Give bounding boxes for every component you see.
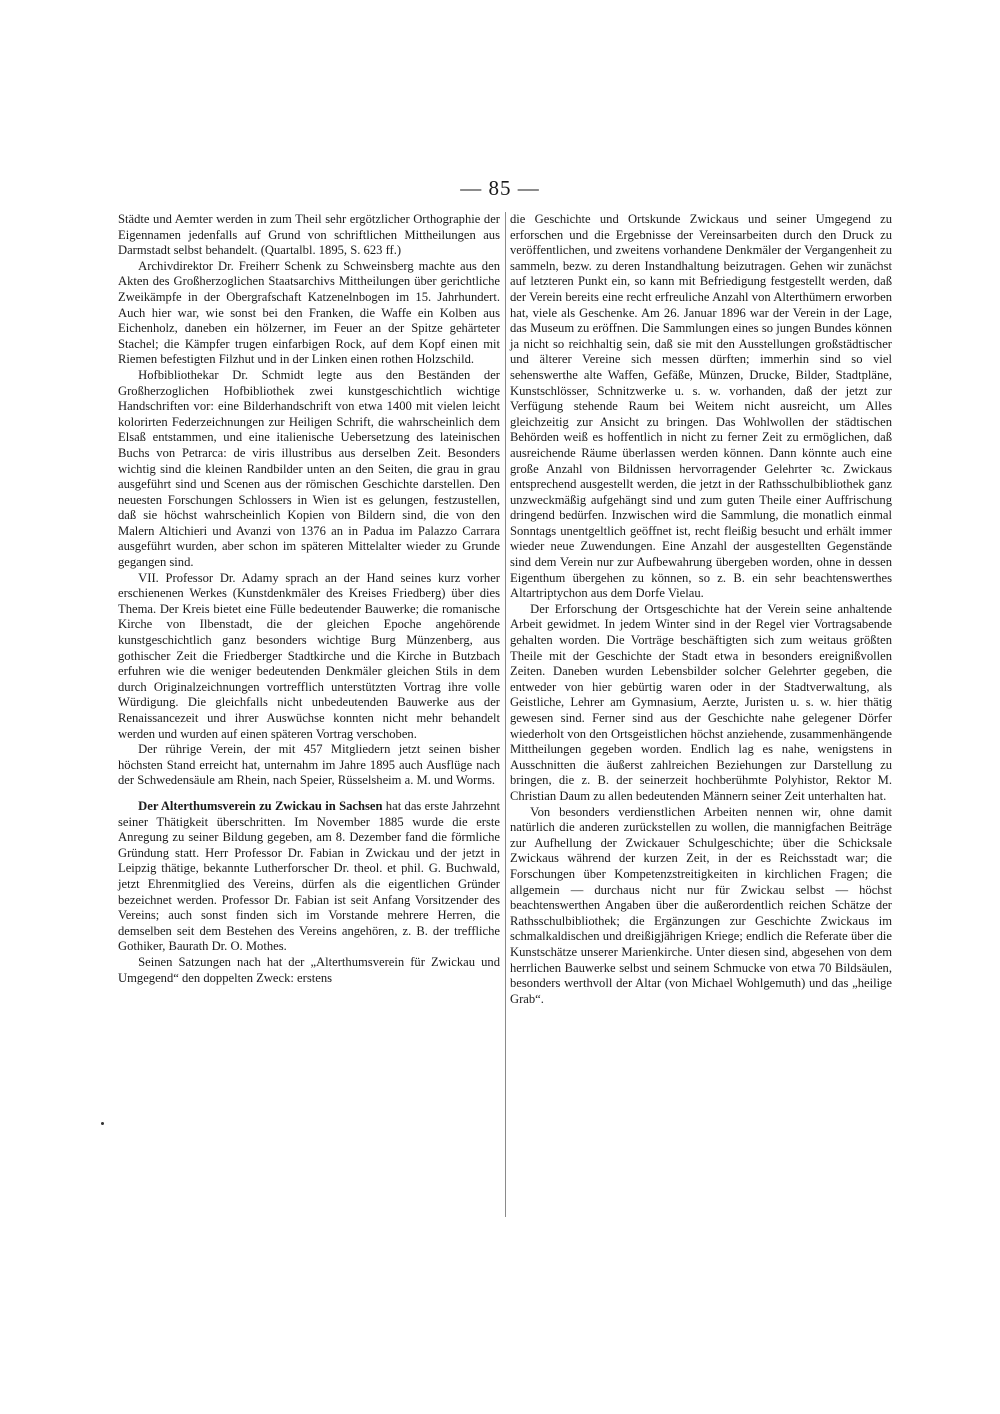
paragraph-left-5: Der rührige Verein, der mit 457 Mitgliedern jetzt seinen bisher höchsten Stand erreicht hat, unternahm im Jahre 1895 auch Ausflüge nach der Schwedensäule am Rhein, nach Speier, Rüsselsheim a. M. und Worms. xyxy=(118,742,500,788)
paragraph-left-1: Städte und Aemter werden in zum Theil sehr ergötzlicher Orthographie der Eigennamen jedenfalls auf Grund von schriftlichen Mittheilungen aus Darmstadt selbst behandelt. (Quartalbl. 1895, S. 623 ff.) xyxy=(118,212,500,258)
paragraph-left-4: VII. Professor Dr. Adamy sprach an der Hand seines kurz vorher erschienenen Werkes (Kunstdenkmäler des Kreises Friedberg) über dies Thema. Der Kreis bietet eine Fülle bedeutender Bauwerke; die romanische Kirche von Ilbenstadt, die der gleichen Epoche angehörende kunstgeschichtlich ganz besonders wichtige Burg Münzenberg, aus gothischer Zeit die Friedberger Stadtkirche und die Kirche in Butzbach erfuhren wie die weniger bedeutenden Denkmäler gleichen Stils in dem durch Originalzeichnungen vortrefflich unterstützten Vortrag ihre volle Würdigung. Die gleichfalls nicht unbedeutenden Bauwerke aus der Renaissancezeit und ihrer Auswüchse konnten nicht mehr behandelt werden und wurden auf einen späteren Vortrag verschoben. xyxy=(118,570,500,741)
section-heading-continuation: hat das erste Jahrzehnt seiner Thätigkeit überschritten. Im November 1885 wurde die erste Anregung zu seiner Bildung gegeben, am 8. Dezember fand die förmliche Gründung statt. Herr Professor Dr. Fabian in Zwickau und der jetzt in Leipzig thätige, bekannte Lutherforscher Dr. theol. et phil. G. Buchwald, jetzt Ehrenmitglied des Vereins, dürfen als die eigentlichen Gründer bezeichnet werden. Professor Dr. Fabian ist seit Anfang Vorsitzender des Vereins; auch sonst finden sich im Vorstande mehrere Herren, die demselben seit dem Bestehen des Vereins angehören, z. B. der treffliche Gothiker, Baurath Dr. O. Mothes. xyxy=(118,798,501,954)
left-column xyxy=(118,212,500,986)
paragraph-right-1: die Geschichte und Ortskunde Zwickaus und seiner Umgegend zu erforschen und die Ergebnisse der Vereinsarbeiten durch den Druck zu veröffentlichen, und zweitens vorhandene Denkmäler der Vergangenheit zu sammeln, bezw. zu deren Instandhaltung beizutragen. Gehen wir zunächst auf letzteren Punkt ein, so kann mit Befriedigung festgestellt werden, daß der Verein bereits eine recht erfreuliche Anzahl von Alterthümern erworben hat, viele als Geschenke. Am 26. Januar 1896 war der Verein in der Lage, das Museum zu eröffnen. Die Sammlungen eines so jungen Bundes können ja nicht so reichhaltig sein, daß sie mit den Ausstellungen großstädtischer und älterer Vereine sich messen dürften; immerhin sind so viel sehenswerthe alte Waffen, Gefäße, Münzen, Drucke, Bilder, Stadtpläne, Kunstschlösser, Schnitzwerke u. s. w. vorhanden, daß der jetzt zur Verfügung stehende Raum bei Weitem nicht ausreicht, um Alles gleichzeitig zur Ansicht zu bringen. Das Wohlwollen der städtischen Behörden weiß es hoffentlich in nicht zu ferner Zeit zu ermöglichen, daß ausreichende Räume überlassen werden können. Dann könnte auch eine große Anzahl von Bildnissen hervorragender Gelehrter ꝛc. Zwickaus entsprechend ausgestellt werden, die jetzt in der Rathsschulbibliothek ganz unzweckmäßig aufgehängt sind und zum guten Theile einer Auffrischung dringend bedürfen. Inzwischen wird die Sammlung, die monatlich einmal Sonntags unentgeltlich geöffnet ist, recht fleißig besucht und erhält immer wieder neue Zuwendungen. Eine Anzahl der ausgestellten Gegenstände sind dem Verein nur zur Aufbewahrung übergeben worden, ohne in dessen Eigenthum übergehen zu können, so z. B. ein sehr beachtenswerthes Altartriptychon aus dem Dorfe Vielau. xyxy=(510,212,892,601)
paragraph-left-2: Archivdirektor Dr. Freiherr Schenk zu Schweinsberg machte aus den Akten des Großherzoglichen Staatsarchivs Mittheilungen über gerichtliche Zweikämpfe in der Obergrafschaft Katzenelnbogen im 15. Jahrhundert. Auch hier war, wie sonst bei den Franken, die Waffe ein Kolben aus Eichenholz, daneben ein hölzerner, im Feuer an der Spitze gehärteter Stachel; die Kämpfer trugen einfarbigen Rock, auf dem Kopf einen mit Riemen befestigten Filzhut und in der Linken einen rothen Holzschild. xyxy=(118,258,500,367)
margin-mark xyxy=(101,1122,104,1125)
paragraph-left-closing: Seinen Satzungen nach hat der „Alterthumsverein für Zwickau und Umgegend“ den doppelten Zweck: erstens xyxy=(118,954,500,985)
section-paragraph-zwickau xyxy=(118,799,500,955)
page-number: — 85 — xyxy=(460,176,540,200)
paragraph-right-2: Der Erforschung der Ortsgeschichte hat der Verein seine anhaltende Arbeit gewidmet. In jedem Winter sind in der Regel vier Vortragsabende gehalten worden. Die Vorträge beschäftigten sich zum weitaus größten Theile mit der Geschichte der Stadt etwa in besonders ereignißvollen Zeiten. Daneben wurden Lebensbilder solcher Gelehrter gegeben, die entweder von hier gebürtig waren oder in der Stadtverwaltung, als Geistliche, Lehrer am Gymnasium, Aerzte, Juristen u. s. w. hier thätig gewesen sind. Ferner sind aus der Geschichte nahe gelegener Dörfer wiederholt von den Ortsgeistlichen höchst anziehende, zusammenhängende Mittheilungen gegeben worden. Endlich lag es nahe, wenigstens in Ausschnitten die äußerst zahlreichen Beziehungen zur Darstellung zu bringen, die z. B. der seinerzeit hochberühmte Polyhistor, Rektor M. Christian Daum zu allen bedeutenden Männern seiner Zeit unterhalten hat. xyxy=(510,601,892,803)
paragraph-left-3: Hofbibliothekar Dr. Schmidt legte aus den Beständen der Großherzoglichen Hofbibliothek zwei kunstgeschichtlich wichtige Handschriften vor: eine Bilderhandschrift von etwa 1400 mit vielen leicht kolorirten Federzeichnungen zur Heiligen Schrift, die wahrscheinlich dem Elsaß entstammen, und eine italienische Uebersetzung des lateinischen Buchs von Petrarca: de viris illustribus aus derselben Zeit. Besonders wichtig sind die kleinen Randbilder unten an den Seiten, die grau in grau ausgeführt sind und Scenen aus der römischen Geschichte darstellen. Den neuesten Forschungen Schlossers in Wien ist es gelungen, festzustellen, daß sie höchst wahrscheinlich Kopien von Bildern sind, die von den Malern Altichieri und Avanzi von 1376 an in Padua im Palazzo Carrara ausgeführt wurden, aber schon im späteren Mittelalter wieder zu Grunde gegangen sind. xyxy=(118,367,500,570)
paragraph-right-3: Von besonders verdienstlichen Arbeiten nennen wir, ohne damit natürlich die anderen zurückstellen zu wollen, die mannigfachen Beiträge zur Aufhellung der Zwickauer Schulgeschichte; über die Schicksale Zwickaus während der kurzen Zeit, in der es Reichsstadt war; die Forschungen über Kompetenzstreitigkeiten in kirchlichen Fragen; die allgemein — durchaus nicht nur für Zwickau selbst — höchst beachtenswerthen Angaben über die außerordentlich reichen Schätze der Rathsschulbibliothek; die Ergänzungen zur Geschichte Zwickaus im schmalkaldischen und dreißigjährigen Kriege; endlich die Referate über die Kunstschätze unserer Marienkirche. Unter diesen sind, abgesehen von dem herrlichen Bauwerke selbst und seinem Schmucke von etwa 70 Bildsäulen, besonders werthvoll der Altar (von Michael Wohlgemuth) und das „heilige Grab“. xyxy=(510,804,892,1006)
right-column xyxy=(510,212,892,1007)
column-divider xyxy=(505,212,506,1217)
section-heading-zwickau: Der Alterthumsverein zu Zwickau in Sachsen xyxy=(138,798,383,813)
